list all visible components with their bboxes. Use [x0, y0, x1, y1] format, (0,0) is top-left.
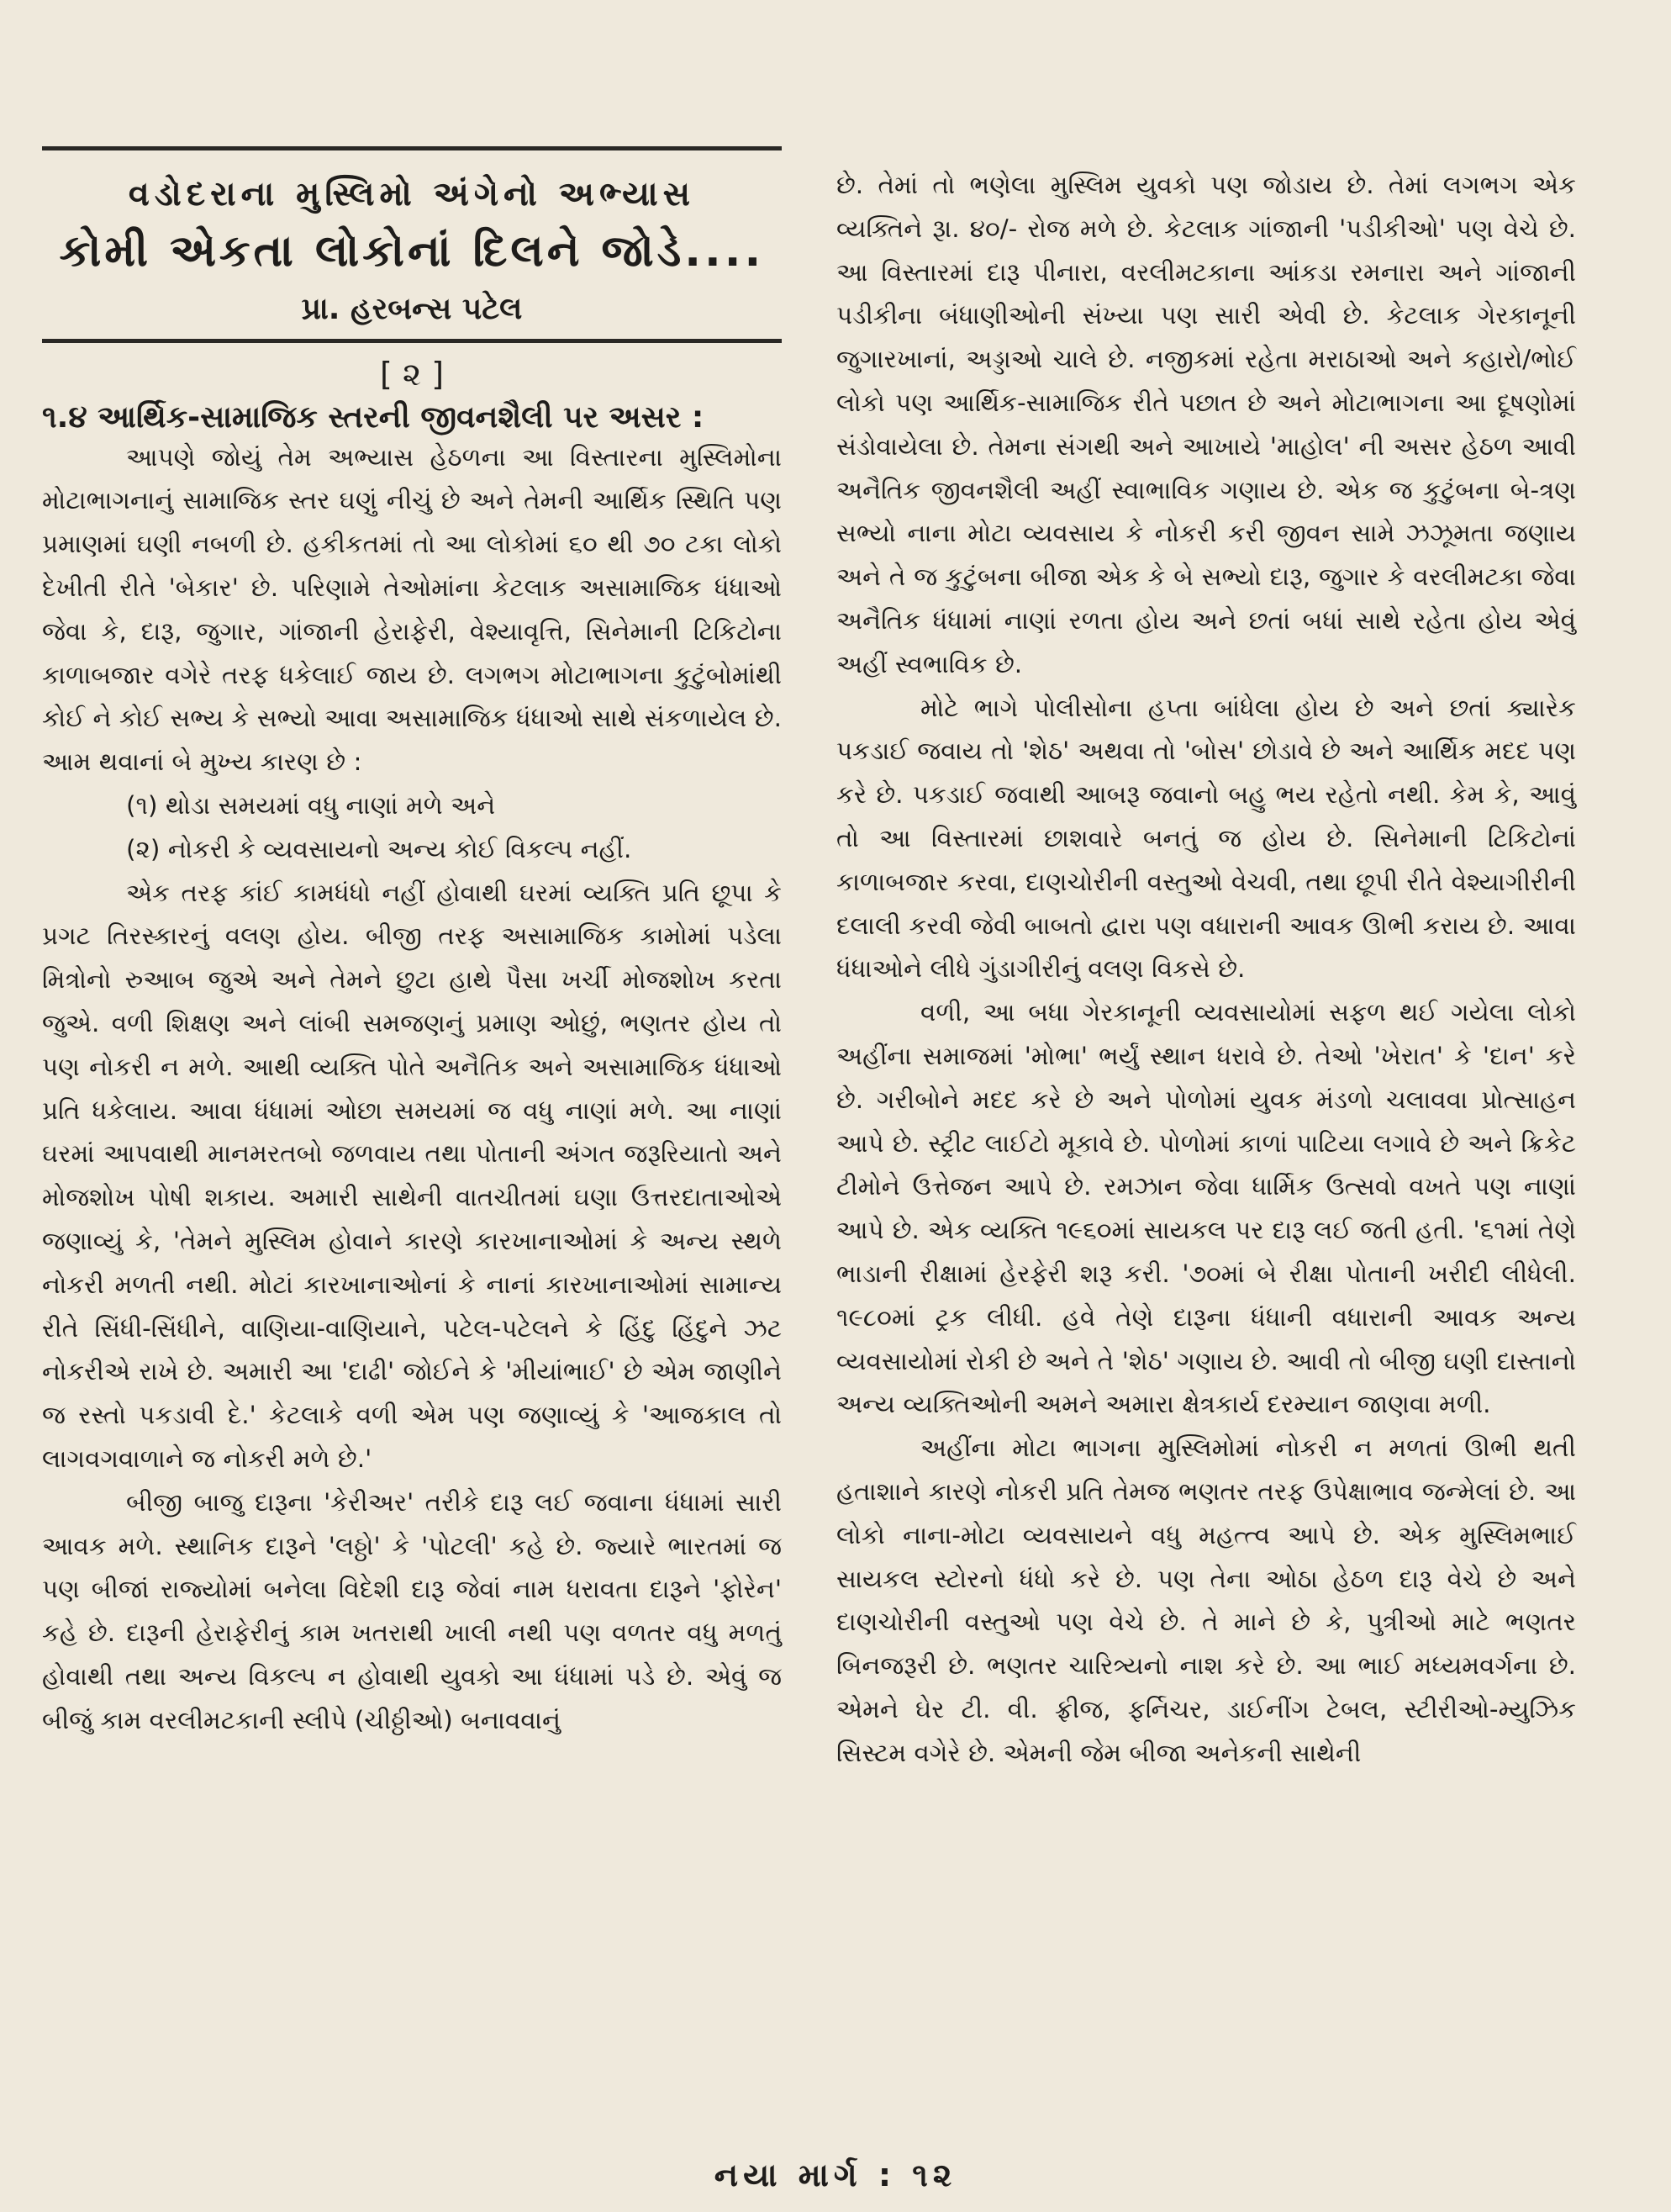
left-column [42, 135, 782, 1743]
right-column [836, 164, 1576, 1775]
right-paragraph-1: છે. તેમાં તો ભણેલા મુસ્લિમ યુવકો પણ જોડાય છે. તેમાં લગભગ એક વ્યક્તિને રૂા. ૪૦/- રોજ મળે છે. કેટલાક ગાંજાની 'પડીકીઓ' પણ વેચે છે. આ વિસ્તારમાં દારૂ પીનારા, વરલીમટકાના આંકડા રમનારા અને ગાંજાની પડીકીના બંધાણીઓની સંખ્યા પણ સારી એવી છે. કેટલાક ગેરકાનૂની જુગારખાનાં, અડ્ડાઓ ચાલે છે. નજીકમાં રહેતા મરાઠાઓ અને કહારો/ભોઈ લોકો પણ આર્થિક-સામાજિક રીતે પછાત છે અને મોટાભાગના આ દૂષણોમાં સંડોવાયેલા છે. તેમના સંગથી અને આખાયે 'માહોલ' ની અસર હેઠળ આવી અનૈતિક જીવનશૈલી અહીં સ્વાભાવિક ગણાય છે. એક જ કુટુંબના બે-ત્રણ સભ્યો નાના મોટા વ્યવસાય કે નોકરી કરી જીવન સામે ઝઝૂમતા જણાય અને તે જ કુટુંબના બીજા એક કે બે સભ્યો દારૂ, જુગાર કે વરલીમટકા જેવા અનૈતિક ધંધામાં નાણાં રળતા હોય અને છતાં બધાં સાથે રહેતા હોય એવું અહીં સ્વભાવિક છે. [836, 171, 1576, 678]
page-footer: નયા માર્ગ : ૧૨ [714, 2157, 957, 2194]
article-byline: પ્રા. હરબન્સ પટેલ [301, 292, 523, 326]
header-bottom-rule [42, 339, 782, 343]
right-paragraph-4: અહીંના મોટા ભાગના મુસ્લિમોમાં નોકરી ન મળતાં ઊભી થતી હતાશાને કારણે નોકરી પ્રતિ તેમજ ભણતર તરફ ઉપેક્ષાભાવ જન્મેલાં છે. આ લોકો નાના-મોટા વ્યવસાયને વધુ મહત્ત્વ આપે છે. એક મુસ્લિમભાઈ સાયકલ સ્ટોરનો ધંધો કરે છે. પણ તેના ઓઠા હેઠળ દારૂ વેચે છે અને દાણચોરીની વસ્તુઓ પણ વેચે છે. તે માને છે કે, પુત્રીઓ માટે ભણતર બિનજરૂરી છે. ભણતર ચારિત્ર્યનો નાશ કરે છે. આ ભાઈ મધ્યમવર્ગના છે. એમને ઘેર ટી. વી. ફ્રીજ, ફર્નિચર, ડાઈનીંગ ટેબલ, સ્ટીરીઓ-મ્યુઝિક સિસ્ટમ વગેરે છે. એમની જેમ બીજા અનેકની સાથેની [836, 1433, 1576, 1767]
top-rule [42, 146, 782, 150]
part-number: [ ૨ ] [379, 356, 445, 393]
left-paragraph-3: બીજી બાજુ દારૂના 'કેરીઅર' તરીકે દારૂ લઈ જવાના ધંધામાં સારી આવક મળે. સ્થાનિક દારૂને 'લઠ્ઠો' કે 'પોટલી' કહે છે. જ્યારે ભારતમાં જ પણ બીજાં રાજ્યોમાં બનેલા વિદેશી દારૂ જેવાં નામ ધરાવતા દારૂને 'ફોરેન' કહે છે. દારૂની હેરાફેરીનું કામ ખતરાથી ખાલી નથી પણ વળતર વધુ મળતું હોવાથી તથા અન્ય વિકલ્પ ન હોવાથી યુવકો આ ધંધામાં પડે છે. એવું જ બીજું કામ વરલીમટકાની સ્લીપે (ચીઠ્ઠીઓ) બનાવવાનું [42, 1487, 782, 1734]
section-heading: ૧.૪ આર્થિક-સામાજિક સ્તરની જીવનશૈલી પર અસર : [42, 399, 704, 435]
reason-item-2: (૨) નોકરી કે વ્યવસાયનો અન્ય કોઈ વિકલ્પ નહીં. [126, 834, 632, 863]
reason-item-1: (૧) થોડા સમયમાં વધુ નાણાં મળે અને [126, 791, 496, 821]
right-paragraph-2: મોટે ભાગે પોલીસોના હપ્તા બાંધેલા હોય છે અને છતાં ક્યારેક પકડાઈ જવાય તો 'શેઠ' અથવા તો 'બોસ' છોડાવે છે અને આર્થિક મદદ પણ કરે છે. પકડાઈ જવાથી આબરૂ જવાનો બહુ ભય રહેતો નથી. કેમ કે, આવું તો આ વિસ્તારમાં છાશવારે બનતું જ હોય છે. સિનેમાની ટિકિટોનાં કાળાબજાર કરવા, દાણચોરીની વસ્તુઓ વેચવી, તથા છૂપી રીતે વેશ્યાગીરીની દલાલી કરવી જેવી બાબતો દ્વારા પણ વધારાની આવક ઊભી કરાય છે. આવા ધંધાઓને લીધે ગુંડાગીરીનું વલણ વિકસે છે. [836, 693, 1576, 984]
left-paragraph-2: એક તરફ કાંઈ કામધંધો નહીં હોવાથી ઘરમાં વ્યક્તિ પ્રતિ છૂપા કે પ્રગટ તિરસ્કારનું વલણ હોય. બીજી તરફ અસામાજિક કામોમાં પડેલા મિત્રોનો રુઆબ જુએ અને તેમને છુટા હાથે પૈસા ખર્ચી મોજશોખ કરતા જુએ. વળી શિક્ષણ અને લાંબી સમજણનું પ્રમાણ ઓછું, ભણતર હોય તો પણ નોકરી ન મળે. આથી વ્યક્તિ પોતે અનૈતિક અને અસામાજિક ધંધાઓ પ્રતિ ધકેલાય. આવા ધંધામાં ઓછા સમયમાં જ વધુ નાણાં મળે. આ નાણાં ઘરમાં આપવાથી માનમરતબો જળવાય તથા પોતાની અંગત જરૂરિયાતો અને મોજશોખ પોષી શકાય. અમારી સાથેની વાતચીતમાં ઘણા ઉત્તરદાતાઓએ જણાવ્યું કે, 'તેમને મુસ્લિમ હોવાને કારણે કારખાનાઓમાં કે અન્ય સ્થળે નોકરી મળતી નથી. મોટાં કારખાનાઓનાં કે નાનાં કારખાનાઓમાં સામાન્ય રીતે સિંધી-સિંધીને, વાણિયા-વાણિયાને, પટેલ-પટેલને કે હિંદુ હિંદુને ઝટ નોકરીએ રાખે છે. અમારી આ 'દાઢી' જોઈને કે 'મીયાંભાઈ' છે એમ જાણીને જ રસ્તો પકડાવી દે.' કેટલાકે વળી એમ પણ જણાવ્યું કે 'આજકાલ તો લાગવગવાળાને જ નોકરી મળે છે.' [42, 878, 782, 1474]
article-kicker: વડોદરાના મુસ્લિમો અંગેનો અભ્યાસ [128, 175, 696, 214]
article-headline: કોમી એકતા લોકોનાં દિલને જોડે.... [59, 226, 765, 277]
right-paragraph-3: વળી, આ બધા ગેરકાનૂની વ્યવસાયોમાં સફળ થઈ ગયેલા લોકો અહીંના સમાજમાં 'મોભા' ભર્યું સ્થાન ધરાવે છે. તેઓ 'ખેરાત' કે 'દાન' કરે છે. ગરીબોને મદદ કરે છે અને પોળોમાં યુવક મંડળો ચલાવવા પ્રોત્સાહન આપે છે. સ્ટ્રીટ લાઈટો મૂકાવે છે. પોળોમાં કાળાં પાટિયા લગાવે છે અને ક્રિકેટ ટીમોને ઉત્તેજન આપે છે. રમઝાન જેવા ધાર્મિક ઉત્સવો વખતે પણ નાણાં આપે છે. એક વ્યક્તિ ૧૯૬૦માં સાયકલ પર દારૂ લઈ જતી હતી. '૬૧માં તેણે ભાડાની રીક્ષામાં હેરફેરી શરૂ કરી. '૭૦માં બે રીક્ષા પોતાની ખરીદી લીધેલી. ૧૯૮૦માં ટ્રક લીધી. હવે તેણે દારૂના ધંધાની વધારાની આવક અન્ય વ્યવસાયોમાં રોકી છે અને તે 'શેઠ' ગણાય છે. આવી તો બીજી ઘણી દાસ્તાનો અન્ય વ્યક્તિઓની અમને અમારા ક્ષેત્રકાર્ય દરમ્યાન જાણવા મળી. [836, 998, 1576, 1419]
article-header [42, 146, 782, 343]
left-paragraph-1: આપણે જોયું તેમ અભ્યાસ હેઠળના આ વિસ્તારના મુસ્લિમોના મોટાભાગનાનું સામાજિક સ્તર ઘણું નીચું છે અને તેમની આર્થિક સ્થિતિ પણ પ્રમાણમાં ઘણી નબળી છે. હકીકતમાં તો આ લોકોમાં ૬૦ થી ૭૦ ટકા લોકો દેખીતી રીતે 'બેકાર' છે. પરિણામે તેઓમાંના કેટલાક અસામાજિક ધંધાઓ જેવા કે, દારૂ, જુગાર, ગાંજાની હેરાફેરી, વેશ્યાવૃત્તિ, સિનેમાની ટિકિટોના કાળાબજાર વગેરે તરફ ધકેલાઈ જાય છે. લગભગ મોટાભાગના કુટુંબોમાંથી કોઈ ને કોઈ સભ્ય કે સભ્યો આવા અસામાજિક ધંધાઓ સાથે સંકળાયેલ છે. આમ થવાનાં બે મુખ્ય કારણ છે : [42, 442, 782, 777]
